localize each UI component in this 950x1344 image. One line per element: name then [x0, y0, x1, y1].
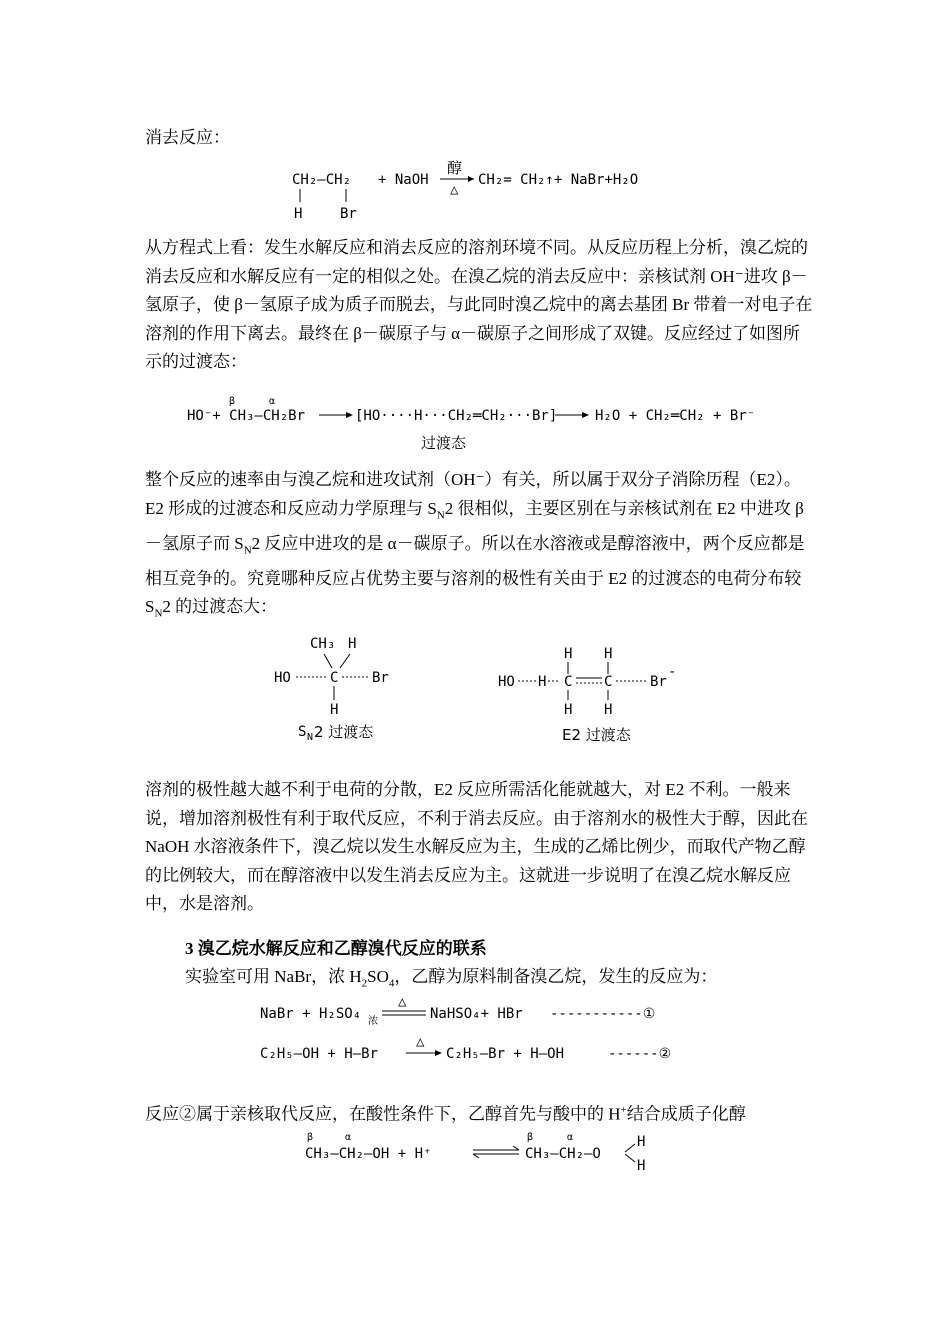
eq1-h: H — [294, 206, 303, 222]
equation-3 — [258, 994, 698, 1030]
e2-c1: C — [564, 674, 573, 690]
paragraph-solvent-polarity: 溶剂的极性越大越不利于电荷的分散，E2 反应所需活化能就越大，对 E2 不利。一般来说，增加溶剂极性有利于取代反应，不利于消去反应。由于溶剂水的极性大于醇，因此在 NaOH 水溶液条件下，溴乙烷以发生水解反应为主，生成的乙烯比例少，而取代产物乙醇的比例较大，而在醇溶液中以发生消去反应为主。这就进一步说明了在溴乙烷水解反应中，水是溶剂。 — [145, 780, 808, 914]
e2-h1: H — [564, 646, 573, 662]
e2-h3: H — [564, 702, 573, 718]
eq1-condition-heat: △ — [450, 182, 459, 198]
eq1-br: Br — [340, 206, 357, 222]
eq1-arrowhead — [468, 176, 474, 182]
eq3-left: NaBr + H₂SO₄ — [260, 1006, 362, 1022]
eq5-h1: H — [637, 1134, 646, 1150]
equation-transition-state — [185, 392, 785, 458]
sn2-h-bottom: H — [330, 702, 339, 718]
section-heading-3: 3 溴乙烷水解反应和乙醇溴代反应的联系 — [185, 939, 487, 958]
eq5-beta2: β — [527, 1132, 534, 1143]
eq5-beta: β — [307, 1132, 314, 1143]
e2-c2: C — [604, 674, 613, 690]
paragraph-mechanism: 从方程式上看：发生水解反应和消去反应的溶剂环境不同。从反应历程上分析，溴乙烷的消去反应和水解反应有一定的相似之处。在溴乙烷的消去反应中：亲核试剂 OH⁻进攻 β－氢原子，使 β－氢原子成为质子而脱去，与此同时溴乙烷中的离去基团 Br 带着一对电子在溶剂的作用下离去。最终在 β－碳原子与 α－碳原子之间形成了双键。反应经过了如图所示的过渡态： — [145, 238, 813, 372]
sn2-ch3: CH₃ — [310, 636, 336, 652]
eq5-left: CH₃—CH₂—OH + H⁺ — [305, 1146, 432, 1162]
sn2-c: C — [330, 670, 339, 686]
sn2-h-top: H — [348, 636, 357, 652]
eq2-beta: β — [229, 396, 236, 407]
eq5-forward-head — [513, 1146, 519, 1150]
paragraph-elimination-title: 消去反应： — [145, 128, 230, 147]
eq5-right: CH₃—CH₂—O — [525, 1146, 601, 1162]
eq3-sub: 浓 — [368, 1016, 378, 1027]
sn2-label: 2 过渡态 — [314, 723, 374, 741]
diagram-e2-transition-state — [496, 640, 686, 750]
eq4-tag: ------② — [608, 1046, 672, 1062]
e2-br: Br — [650, 674, 667, 690]
eq3-right: NaHSO₄+ HBr — [430, 1006, 523, 1022]
eq1-reactant: CH₂—CH₂ — [292, 172, 352, 188]
e2-ho: HO — [498, 674, 515, 690]
eq2-arrowhead-1 — [346, 412, 353, 418]
eq1-products: CH₂= CH₂↑+ NaBr+H₂O — [478, 172, 639, 188]
eq2-reactants: HO⁻+ CH₃—CH₂Br — [187, 408, 306, 424]
equation-elimination — [288, 158, 688, 228]
eq1-condition-alcohol: 醇 — [447, 159, 463, 177]
eq5-bond-h2 — [625, 1154, 635, 1162]
sn2-label-n: N — [307, 732, 314, 743]
eq1-naoh: + NaOH — [378, 172, 429, 188]
eq4-arrowhead — [435, 1050, 442, 1056]
paragraph-nucleophilic-substitution: 反应②属于亲核取代反应，在酸性条件下，乙醇首先与酸中的 H+结合成质子化醇 — [145, 1104, 746, 1124]
e2-h4: H — [604, 702, 613, 718]
sn2-bond-h — [340, 654, 350, 668]
eq4-right: C₂H₅—Br + H—OH — [446, 1046, 565, 1062]
sn2-label-s: S — [298, 724, 307, 740]
eq5-alpha: α — [345, 1132, 352, 1143]
eq3-tag: -----------① — [550, 1006, 656, 1022]
e2-h2: H — [604, 646, 613, 662]
e2-label: E2 过渡态 — [562, 726, 631, 744]
eq2-ts-label: 过渡态 — [421, 434, 467, 452]
eq5-alpha2: α — [567, 1132, 574, 1143]
eq4-left: C₂H₅—OH + H—Br — [260, 1046, 379, 1062]
eq2-alpha: α — [269, 396, 276, 407]
eq3-condition: △ — [398, 994, 407, 1010]
eq2-arrowhead-2 — [582, 412, 589, 418]
e2-h-mid: H — [538, 674, 547, 690]
sn2-br: Br — [372, 670, 389, 686]
eq4-condition: △ — [416, 1034, 425, 1050]
eq2-products: H₂O + CH₂═CH₂ + Br⁻ — [595, 408, 756, 424]
paragraph-e2: 整个反应的速率由与溴乙烷和进攻试剂（OH⁻）有关，所以属于双分子消除历程（E2）。E2 形成的过渡态和反应动力学原理与 $S_N2$ 很相似，主要区别在与亲核试剂在 E2 中进攻 β－氢原子而 $S_N2$ 反应中进攻的是 α－碳原子。所以在水溶液或是醇溶液中，两个反应都是相互竞争的。究竟哪种反应占优势主要与溶剂的极性有关由于 E2 的过渡态的电荷分布较 $S_N2$ 的过渡态大： — [145, 470, 805, 620]
sn2-bond-ch3 — [324, 654, 332, 668]
diagram-sn2-transition-state — [270, 632, 410, 748]
eq5-bond-h1 — [625, 1144, 635, 1152]
e2-minus: - — [668, 664, 677, 680]
paragraph-lab-preparation: 实验室可用 NaBr，浓 $H_2SO_4$，乙醇为原料制备溴乙烷，发生的反应为： — [185, 967, 718, 990]
equation-5 — [303, 1128, 663, 1176]
eq5-reverse-head — [473, 1154, 479, 1158]
eq2-transition-state: [HO····H···CH₂═CH₂···Br] — [355, 408, 558, 424]
sn2-ho: HO — [274, 670, 291, 686]
equation-4 — [258, 1034, 698, 1070]
eq5-h2: H — [637, 1158, 646, 1174]
